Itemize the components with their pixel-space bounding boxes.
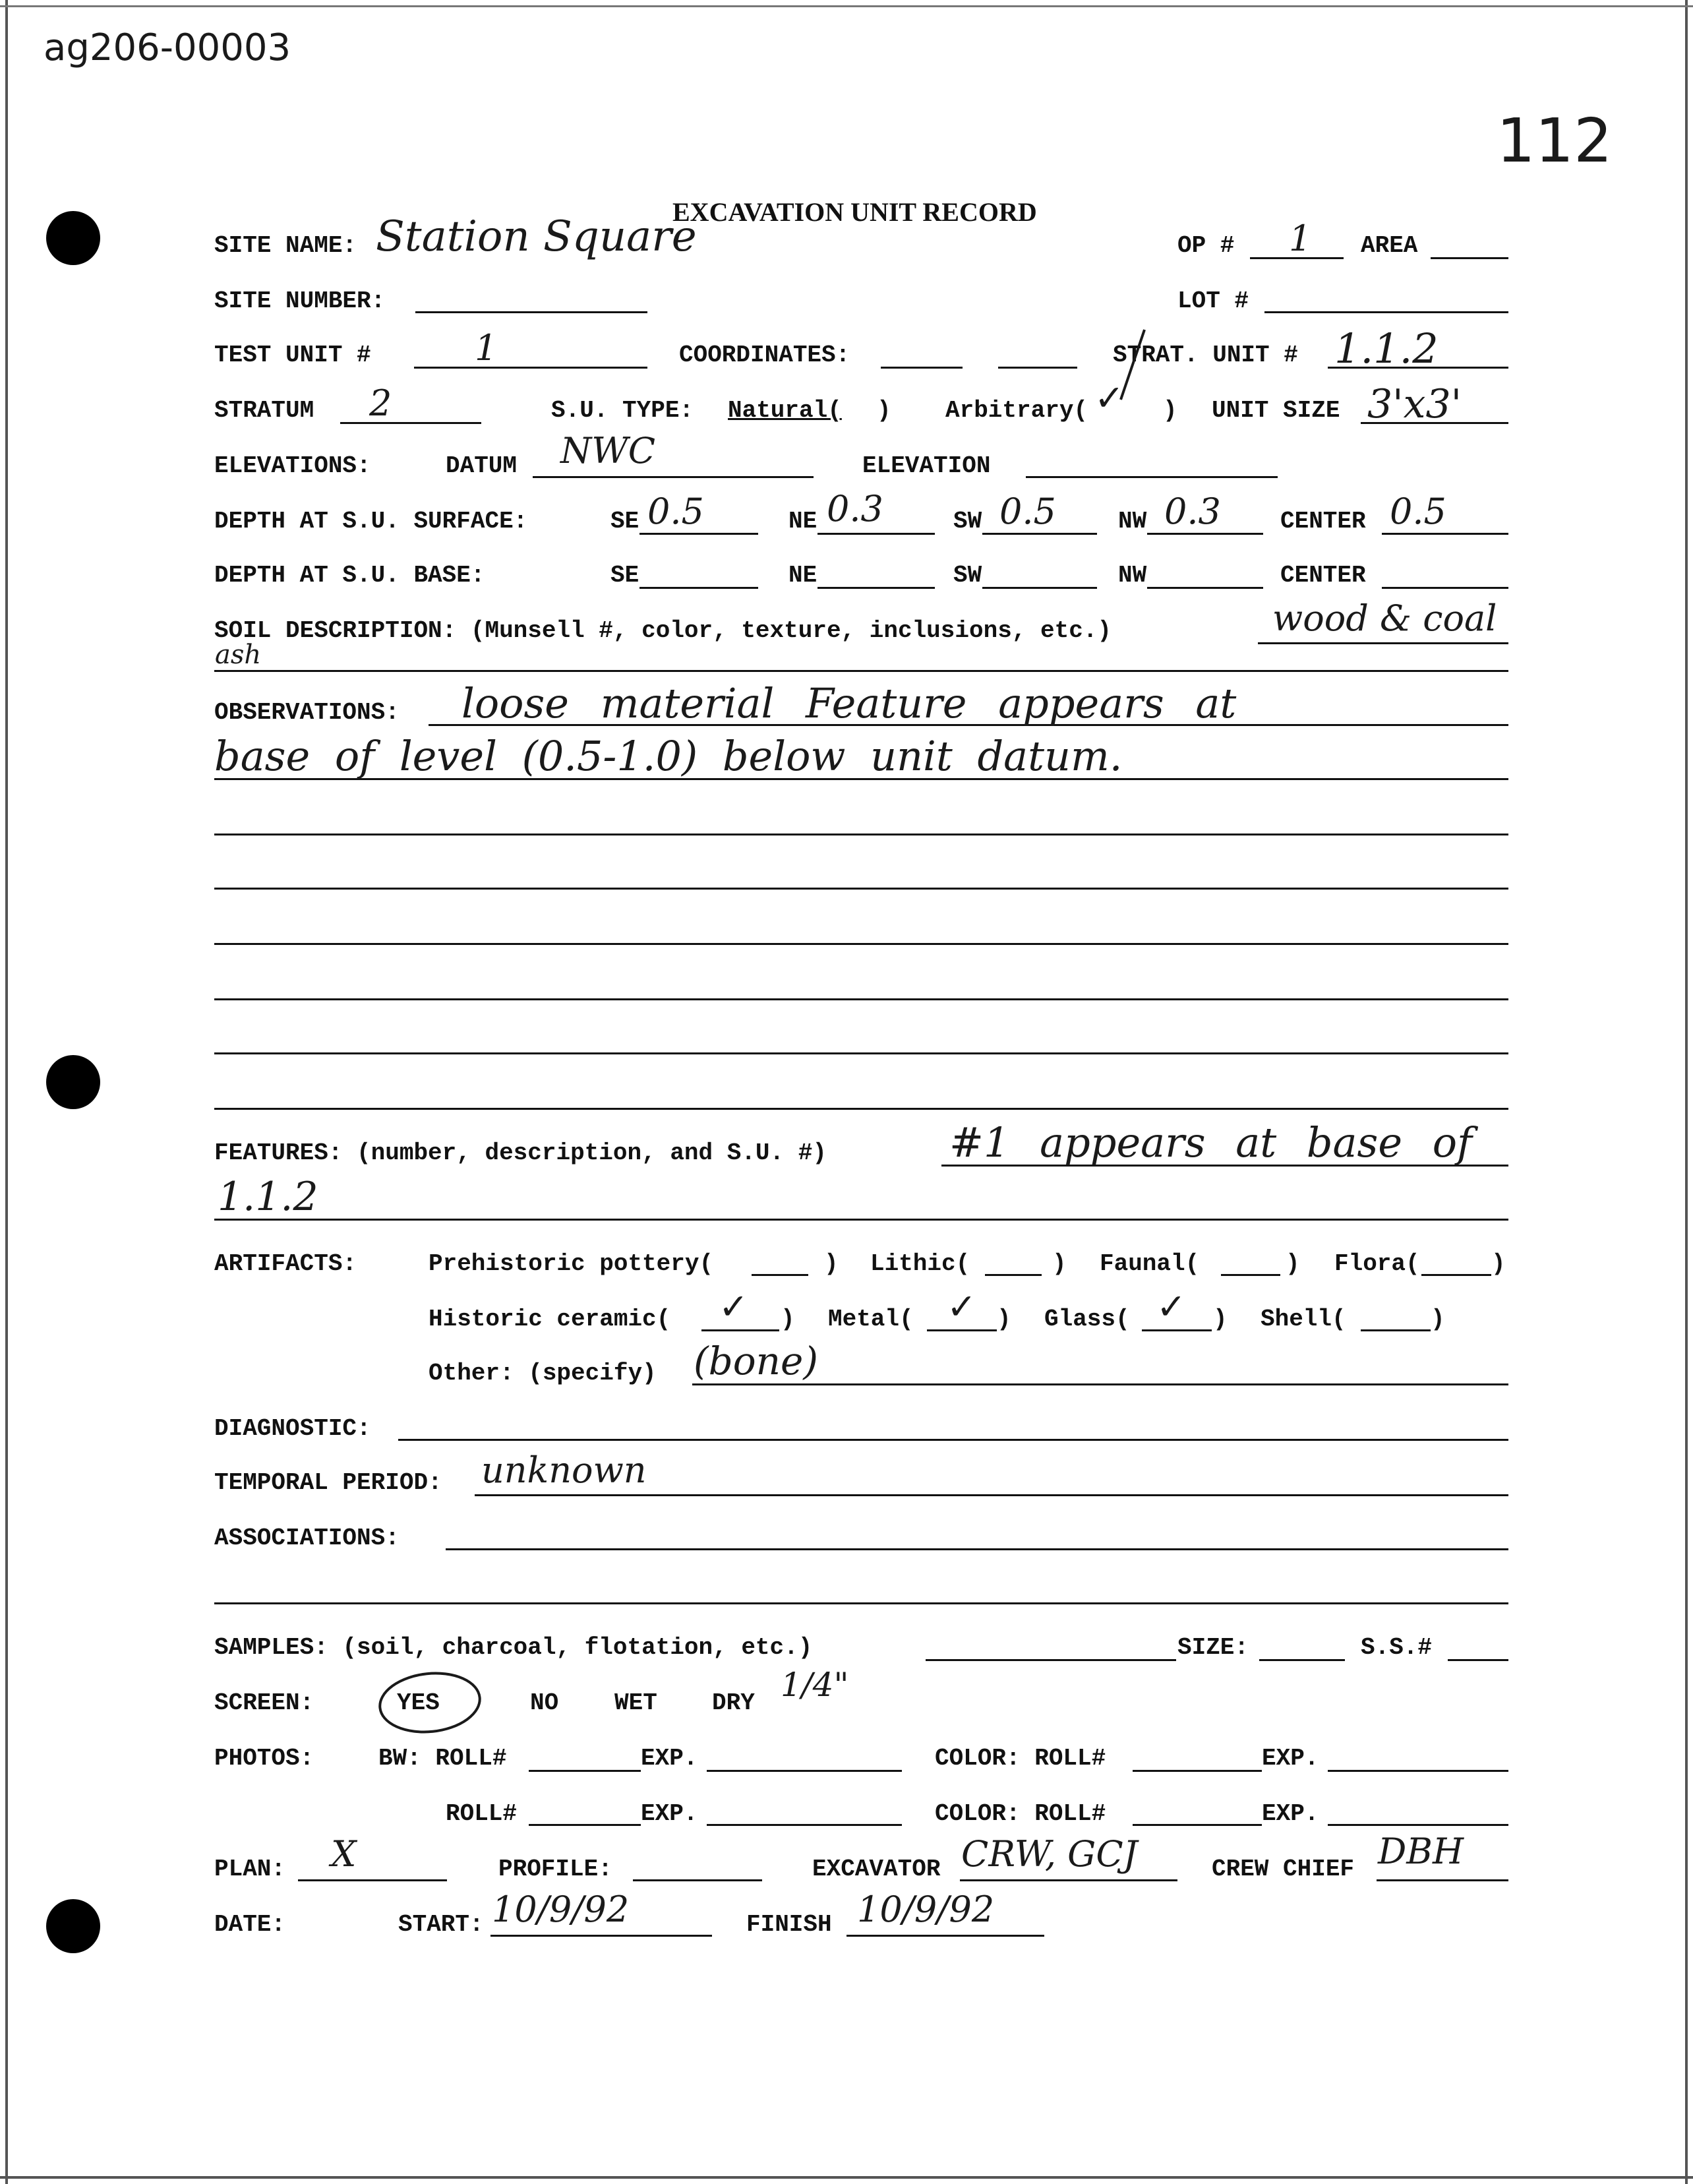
su-type-label: S.U. TYPE: (551, 397, 694, 424)
lot-label: LOT # (1177, 288, 1249, 315)
excavator-label: EXCAVATOR (812, 1856, 941, 1883)
stratum-label: STRATUM (214, 397, 314, 424)
finish-date-value: 10/9/92 (857, 1889, 995, 1930)
samples-label: SAMPLES: (soil, charcoal, flotation, etc.) (214, 1634, 813, 1661)
prehistoric-pottery-label: Prehistoric pottery( (429, 1250, 714, 1277)
screen-dry-option: DRY (712, 1689, 755, 1716)
artifacts-label: ARTIFACTS: (214, 1250, 357, 1277)
stratum-value: 2 (369, 382, 392, 424)
op-label: OP # (1177, 232, 1235, 259)
surface-se-label: SE (610, 508, 639, 535)
exp-label-2: EXP. (641, 1800, 698, 1827)
crew-chief-value: DBH (1378, 1831, 1464, 1872)
finish-label: FINISH (746, 1911, 832, 1938)
observations-label: OBSERVATIONS: (214, 699, 400, 726)
glass-label: Glass( (1044, 1306, 1130, 1333)
ss-label: S.S.# (1361, 1634, 1433, 1661)
test-unit-label: TEST UNIT # (214, 342, 371, 369)
shell-label: Shell( (1261, 1306, 1346, 1333)
color-roll-label-2: COLOR: ROLL# (935, 1800, 1106, 1827)
area-label: AREA (1361, 232, 1418, 259)
color-exp-label-2: EXP. (1262, 1800, 1319, 1827)
natural-option: Natural( (728, 397, 842, 424)
observations-value-1: loose material Feature appears at (461, 679, 1237, 727)
unit-size-label: UNIT SIZE (1212, 397, 1340, 424)
other-label: Other: (specify) (429, 1360, 657, 1387)
historic-ceramic-close: ) (781, 1306, 795, 1333)
soil-description-value-1: wood & coal (1272, 597, 1497, 639)
surface-center-label: CENTER (1280, 508, 1366, 535)
natural-close: ) (877, 397, 891, 424)
arbitrary-close: ) (1163, 397, 1177, 424)
lithic-label: Lithic( (870, 1250, 970, 1277)
base-center-label: CENTER (1280, 562, 1366, 589)
faunal-label: Faunal( (1100, 1250, 1200, 1277)
surface-se-value: 0.5 (647, 491, 704, 532)
datum-label: DATUM (446, 452, 518, 479)
yes-circle-mark (377, 1668, 483, 1736)
bw-exp-label: EXP. (641, 1745, 698, 1772)
soil-description-label: SOIL DESCRIPTION: (Munsell #, color, texture, inclusions, etc.) (214, 617, 1112, 644)
base-se-label: SE (610, 562, 639, 589)
roll-label-2: ROLL# (446, 1800, 518, 1827)
photos-label: PHOTOS: (214, 1745, 314, 1772)
plan-label: PLAN: (214, 1856, 286, 1883)
strat-unit-label: STRAT. UNIT # (1113, 342, 1298, 369)
base-nw-label: NW (1118, 562, 1147, 589)
excavator-value: CRW, GCJ (961, 1833, 1138, 1875)
page-number: 112 (1497, 106, 1613, 176)
start-label: START: (398, 1911, 484, 1938)
unit-size-value: 3'x3' (1367, 381, 1462, 427)
elevation-label: ELEVATION (862, 452, 991, 479)
historic-ceramic-label: Historic ceramic( (429, 1306, 671, 1333)
metal-label: Metal( (828, 1306, 914, 1333)
screen-label: SCREEN: (214, 1689, 314, 1716)
observations-value-2: base of level (0.5-1.0) below unit datum. (214, 732, 1123, 780)
historic-ceramic-check-mark: ✓ (719, 1286, 749, 1327)
surface-ne-value: 0.3 (827, 488, 883, 530)
arbitrary-option: Arbitrary( (945, 397, 1088, 424)
metal-close: ) (997, 1306, 1011, 1333)
op-value: 1 (1289, 218, 1312, 259)
glass-check-mark: ✓ (1156, 1286, 1187, 1327)
diagnostic-label: DIAGNOSTIC: (214, 1415, 371, 1442)
other-value: (bone) (694, 1339, 818, 1383)
document-code: ag206-00003 (44, 26, 291, 69)
depth-base-label: DEPTH AT S.U. BASE: (214, 562, 485, 589)
form-title: EXCAVATION UNIT RECORD (672, 197, 1037, 227)
surface-sw-label: SW (953, 508, 982, 535)
surface-center-value: 0.5 (1390, 491, 1446, 532)
coordinates-label: COORDINATES: (679, 342, 850, 369)
color-roll-label-1: COLOR: ROLL# (935, 1745, 1106, 1772)
screen-yes-option: YES (397, 1689, 440, 1716)
strat-unit-value: 1.1.2 (1334, 324, 1439, 373)
flora-label: Flora( (1334, 1250, 1420, 1277)
arbitrary-check-mark: ✓ (1094, 377, 1125, 419)
screen-wet-option: WET (614, 1689, 657, 1716)
elevations-label: ELEVATIONS: (214, 452, 371, 479)
crew-chief-label: CREW CHIEF (1212, 1856, 1355, 1883)
datum-value: NWC (560, 430, 656, 471)
soil-description-value-2: ash (215, 640, 262, 670)
site-number-label: SITE NUMBER: (214, 288, 386, 315)
site-name-label: SITE NAME: (214, 232, 357, 259)
glass-close: ) (1213, 1306, 1228, 1333)
features-value-2: 1.1.2 (218, 1174, 318, 1220)
surface-ne-label: NE (788, 508, 817, 535)
surface-sw-value: 0.5 (999, 491, 1056, 532)
faunal-close: ) (1286, 1250, 1300, 1277)
base-ne-label: NE (788, 562, 817, 589)
bw-roll-label: BW: ROLL# (378, 1745, 507, 1772)
temporal-period-value: unknown (481, 1449, 647, 1491)
features-value-1: #1 appears at base of (949, 1118, 1472, 1167)
shell-close: ) (1431, 1306, 1445, 1333)
screen-size-value: 1/4" (781, 1666, 849, 1704)
date-label: DATE: (214, 1911, 286, 1938)
test-unit-value: 1 (475, 327, 498, 369)
features-label: FEATURES: (number, description, and S.U. #) (214, 1139, 827, 1167)
surface-nw-value: 0.3 (1164, 491, 1221, 532)
prehistoric-pottery-close: ) (824, 1250, 839, 1277)
strat-strike-mark (1121, 330, 1144, 400)
start-date-value: 10/9/92 (492, 1889, 630, 1930)
temporal-period-label: TEMPORAL PERIOD: (214, 1469, 442, 1496)
screen-no-option: NO (530, 1689, 559, 1716)
metal-check-mark: ✓ (947, 1286, 977, 1327)
surface-nw-label: NW (1118, 508, 1147, 535)
profile-label: PROFILE: (498, 1856, 612, 1883)
color-exp-label-1: EXP. (1262, 1745, 1319, 1772)
depth-surface-label: DEPTH AT S.U. SURFACE: (214, 508, 528, 535)
lithic-close: ) (1052, 1250, 1067, 1277)
associations-label: ASSOCIATIONS: (214, 1525, 400, 1552)
flora-close: ) (1491, 1250, 1506, 1277)
site-name-value: Station Square (376, 212, 697, 261)
size-label: SIZE: (1177, 1634, 1249, 1661)
plan-mark: X (331, 1833, 357, 1875)
base-sw-label: SW (953, 562, 982, 589)
